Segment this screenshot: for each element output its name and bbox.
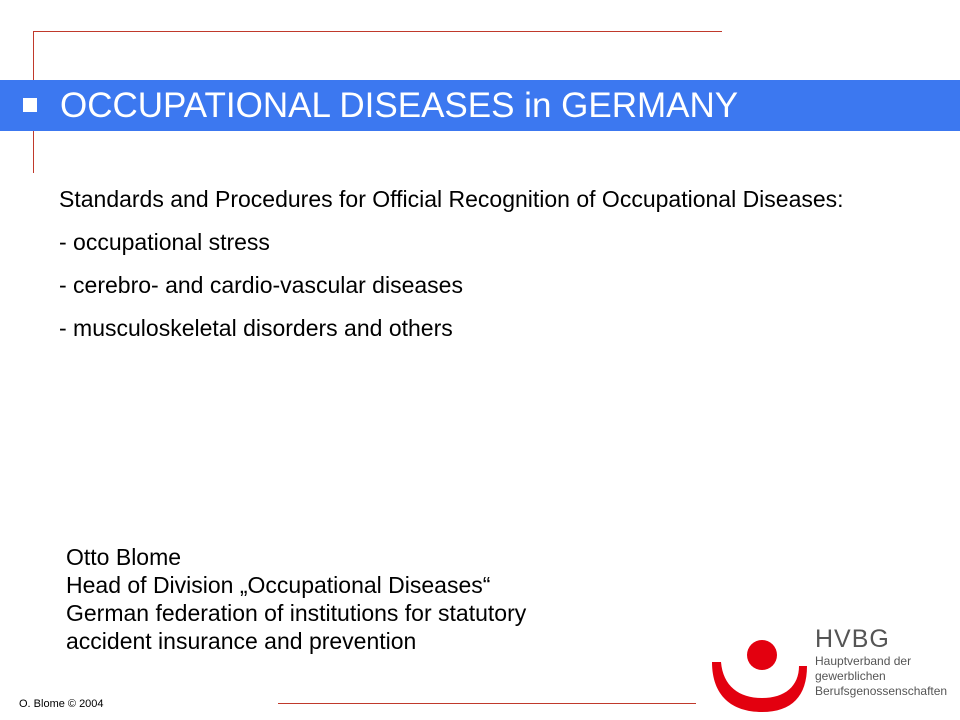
list-item: - musculoskeletal disorders and others [59, 315, 453, 341]
logo-red-dot [747, 640, 777, 670]
logo-subtitle-line: Berufsgenossenschaften [815, 684, 948, 698]
intro-text: Standards and Procedures for Official Recognition of Occupational Diseases: [59, 186, 844, 212]
logo-text-block [815, 624, 947, 699]
logo-subtitle-line: gewerblichen [815, 669, 886, 683]
footer-copyright: O. Blome © 2004 [19, 698, 104, 710]
slide-title: OCCUPATIONAL DISEASES in GERMANY [60, 86, 739, 125]
list-item: - cerebro- and cardio-vascular diseases [59, 272, 463, 298]
author-org-line: accident insurance and prevention [66, 628, 417, 654]
left-rule-lower [33, 131, 34, 173]
logo-subtitle [815, 654, 947, 699]
slide-body [59, 184, 879, 356]
author-name: Otto Blome [66, 544, 182, 570]
square-bullet-icon [23, 98, 37, 112]
top-rule [33, 31, 722, 32]
author-org-line: German federation of institutions for statutory [66, 600, 527, 626]
list-item: - occupational stress [59, 229, 270, 255]
logo-name: HVBG [815, 625, 890, 653]
bottom-rule [278, 703, 696, 704]
author-block [66, 543, 526, 655]
hvbg-logo-icon [707, 638, 807, 714]
author-role: Head of Division „Occupational Diseases“ [66, 572, 491, 598]
left-rule-upper [33, 31, 34, 80]
logo-subtitle-line: Hauptverband der [815, 654, 912, 668]
